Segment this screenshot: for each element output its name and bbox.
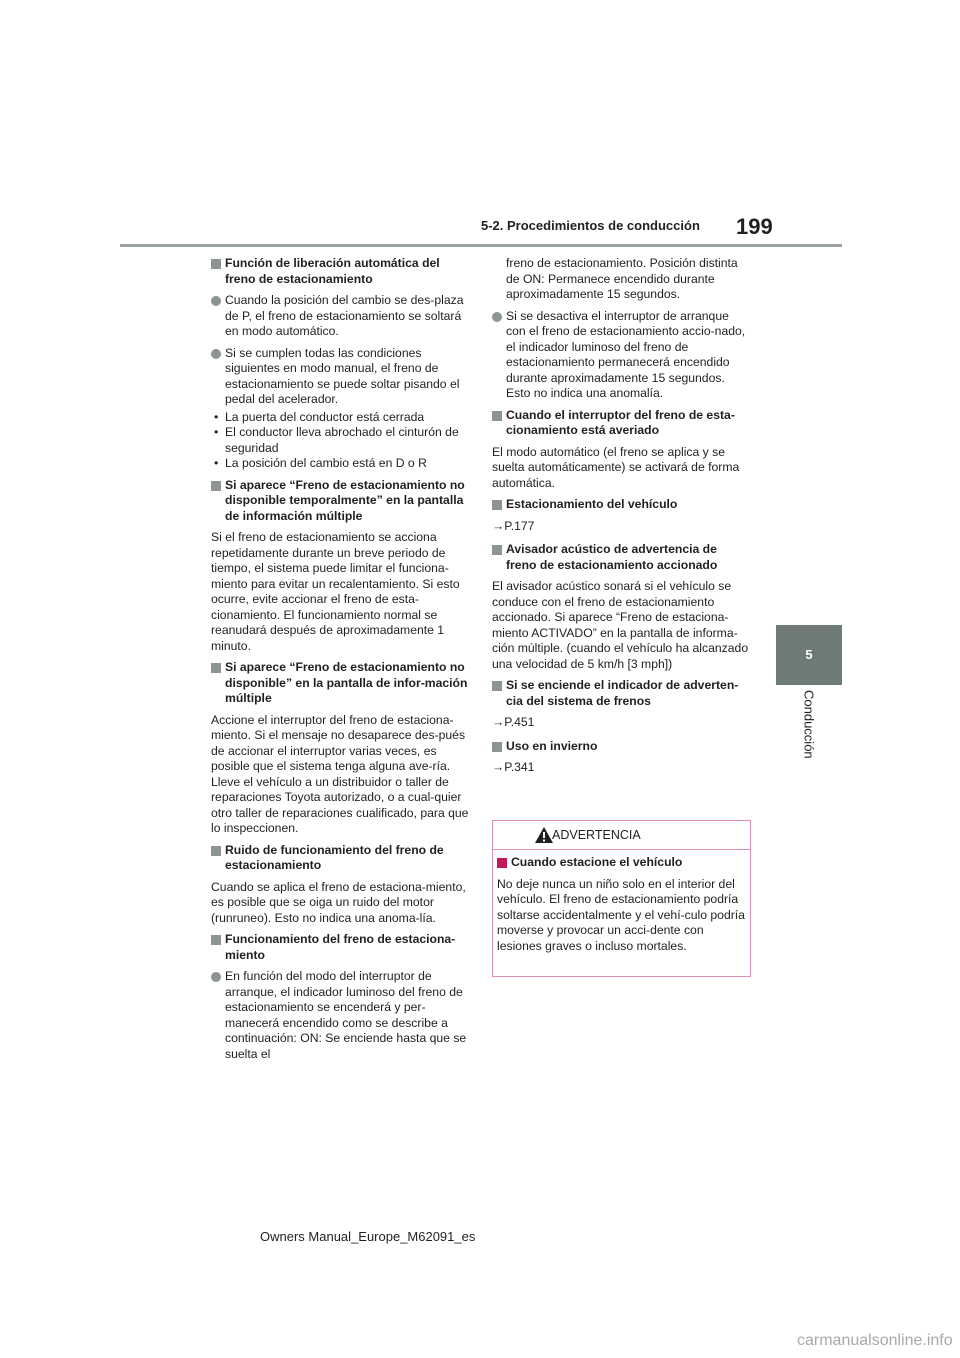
condition-list — [211, 410, 469, 472]
paragraph: Si el freno de estacionamiento se acciona repetidamente durante un breve periodo de tiempo, el sistema puede limitar el funciona-miento para evitar un recalentamiento. Si esto ocurre, evite accionar el freno de esta-cionamiento. El funcionamiento normal se reanudará después de aproximadamente 1 minuto. — [211, 530, 460, 653]
warning-title: ADVERTENCIA — [552, 828, 641, 842]
footer-doc-id: Owners Manual_Europe_M62091_es — [260, 1229, 476, 1244]
bullet-paragraph: Si se cumplen todas las condiciones siguientes en modo manual, el freno de estacionamiento se puede soltar pisando el pedal del acelerador. — [211, 346, 469, 408]
page-reference-link[interactable]: →P.451 — [492, 715, 535, 729]
continued-text: freno de estacionamiento. Posición distinta de ON: Permanece encendido durante aproximadamente 15 segundos. — [506, 256, 738, 301]
paragraph: El avisador acústico sonará si el vehículo se conduce con el freno de estacionamiento accionado. Si aparece “Freno de estaciona-miento ACTIVADO” en la pantalla de informa-ción múltiple. (cuando el vehículo ha alcanzado una velocidad de 5 km/h [3 mph]) — [492, 579, 749, 671]
section-heading: Ruido de funcionamiento del freno de estacionamiento — [211, 843, 469, 874]
list-item: • El conductor lleva abrochado el cinturón de seguridad — [211, 425, 469, 456]
header-rule — [120, 244, 842, 247]
section-heading: Uso en invierno — [492, 739, 750, 755]
bullet-paragraph: Si se desactiva el interruptor de arranque con el freno de estacionamiento accio-nado, el indicador luminoso del freno de estacionamiento permanecerá encendido durante aproximadamente 15 segundos. Esto no indica una anomalía. — [492, 309, 750, 402]
left-column — [211, 256, 469, 1068]
paragraph: El modo automático (el freno se aplica y se suelta automáticamente) se activará de forma automática. — [492, 444, 740, 490]
section-heading: Si se enciende el indicador de adverten-cia del sistema de frenos — [492, 678, 750, 709]
bullet-paragraph: Cuando la posición del cambio se des-plaza de P, el freno de estacionamiento se soltará en modo automático. — [211, 293, 469, 340]
page-reference-link[interactable]: →P.177 — [492, 518, 535, 533]
section-heading: Si aparece “Freno de estacionamiento no disponible temporalmente” en la pantalla de información múltiple — [211, 478, 469, 525]
page-number: 199 — [736, 214, 773, 239]
section-heading: Funcionamiento del freno de estaciona-miento — [211, 932, 469, 963]
section-heading: Avisador acústico de advertencia de freno de estacionamiento accionado — [492, 542, 750, 573]
section-heading: Si aparece “Freno de estacionamiento no disponible” en la pantalla de infor-mación múltiple — [211, 660, 469, 707]
chapter-tab-label: Conducción — [801, 690, 817, 759]
right-column — [492, 256, 750, 784]
paragraph: Accione el interruptor del freno de estaciona-miento. Si el mensaje no desaparece des-pués de accionar el interruptor varias veces, es posible que el sistema tenga alguna ave-ría. Lleve el vehículo a un distribuidor o taller de reparaciones Toyota autorizado, o a cual-quier otro taller de reparaciones cualificado, para que lo inspeccionen. — [211, 712, 469, 835]
bullet-paragraph: En función del modo del interruptor de arranque, el indicador luminoso del freno de estacionamiento se encenderá y per-manecerá encendido como se describe a continuación: ON: Se enciende hasta que se suelta el — [211, 969, 469, 1062]
watermark: carmanualsonline.info — [797, 1332, 953, 1349]
warning-text: No deje nunca un niño solo en el interior del vehículo. El freno de estacionamiento podría soltarse accidentalmente y el vehí-culo podría moverse y provocar un acci-dente con lesiones graves o incluso mortales. — [497, 876, 745, 953]
warning-triangle-icon — [534, 826, 554, 844]
page-reference-link[interactable]: →P.341 — [492, 760, 535, 774]
section-heading: Función de liberación automática del freno de estacionamiento — [211, 256, 469, 287]
list-item: • La puerta del conductor está cerrada — [211, 410, 469, 426]
list-item: • La posición del cambio está en D o R — [211, 456, 469, 472]
section-heading: Estacionamiento del vehículo — [492, 497, 750, 513]
warning-heading: Cuando estacione el vehículo — [497, 855, 745, 871]
header-section-title: 5-2. Procedimientos de conducción — [481, 218, 700, 233]
chapter-tab: 5 — [776, 625, 842, 685]
section-heading: Cuando el interruptor del freno de esta-cionamiento está averiado — [492, 408, 750, 439]
paragraph: Cuando se aplica el freno de estaciona-miento, es posible que se oiga un ruido del motor (runruneo). Esto no indica una anoma-lía. — [211, 879, 466, 925]
warning-body — [497, 855, 745, 960]
